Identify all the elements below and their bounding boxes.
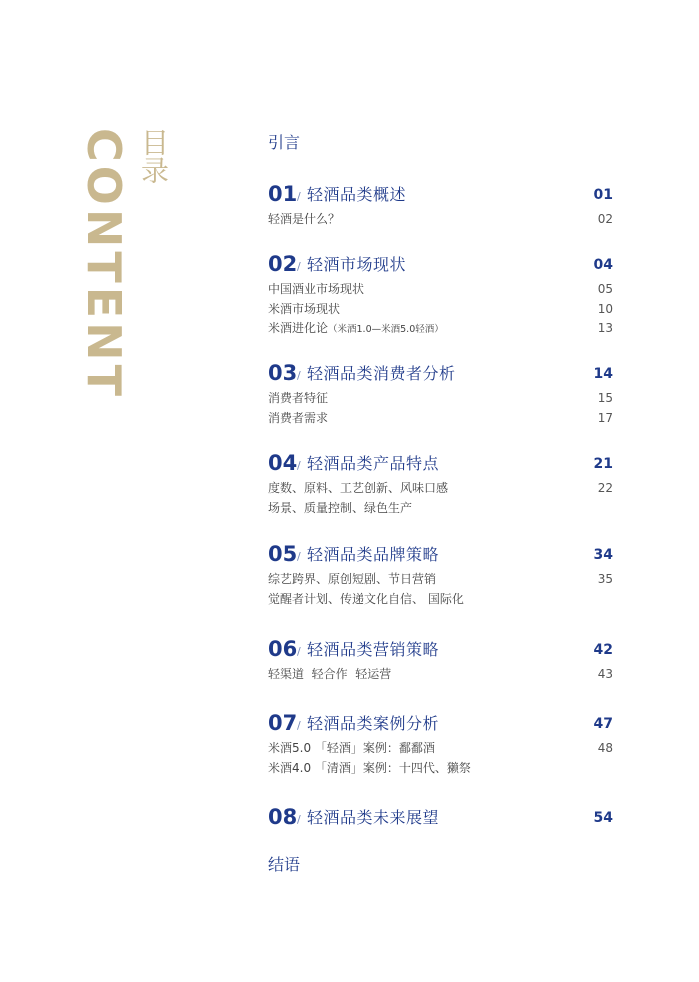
toc-section-06[interactable] bbox=[268, 633, 613, 685]
toc-section-01[interactable] bbox=[268, 178, 613, 230]
section-number: 06 bbox=[268, 637, 298, 661]
toc-item[interactable]: 米酒5.0 「轻酒」案例：鄱鄱酒 48 bbox=[268, 741, 613, 755]
section-number: 05 bbox=[268, 542, 298, 566]
section-title: 轻酒品类消费者分析 bbox=[307, 364, 456, 383]
slash-separator: / bbox=[297, 190, 301, 203]
section-page: 54 bbox=[593, 810, 613, 826]
section-title: 轻酒品类营销策略 bbox=[307, 640, 440, 659]
slash-separator: / bbox=[297, 260, 301, 273]
toc-item[interactable]: 轻酒是什么？ 02 bbox=[268, 212, 613, 226]
section-page: 21 bbox=[593, 456, 613, 472]
section-title: 轻酒市场现状 bbox=[307, 255, 407, 274]
toc-section-08[interactable] bbox=[268, 801, 613, 829]
toc-intro[interactable]: 引言 bbox=[268, 133, 301, 152]
slash-separator: / bbox=[297, 550, 301, 563]
toc-item[interactable]: 米酒市场现状 10 bbox=[268, 301, 613, 316]
toc-outro[interactable]: 结语 bbox=[268, 855, 301, 874]
section-number: 01 bbox=[268, 182, 298, 206]
section-page: 42 bbox=[593, 642, 613, 658]
section-title: 轻酒品类品牌策略 bbox=[307, 545, 440, 564]
toc-item[interactable]: 消费者特征 15 bbox=[268, 391, 613, 405]
slash-separator: / bbox=[297, 719, 301, 732]
toc-item[interactable]: 米酒进化论（米酒1.0—米酒5.0轻酒） 13 bbox=[268, 321, 613, 335]
section-number: 04 bbox=[268, 451, 298, 475]
slash-separator: / bbox=[297, 813, 301, 826]
slash-separator: / bbox=[297, 459, 301, 472]
toc-item[interactable]: 消费者需求 17 bbox=[268, 410, 613, 425]
toc-item[interactable]: 轻渠道 轻合作 轻运营 43 bbox=[268, 667, 613, 681]
section-page: 47 bbox=[593, 716, 613, 732]
section-page: 04 bbox=[593, 257, 613, 273]
toc-section-05[interactable] bbox=[268, 538, 613, 609]
side-title-cn: 目录 bbox=[137, 128, 170, 184]
section-title: 轻酒品类概述 bbox=[307, 185, 407, 204]
toc-item[interactable]: 场景、质量控制、绿色生产 bbox=[268, 500, 413, 515]
section-number: 03 bbox=[268, 361, 298, 385]
toc-item[interactable]: 觉醒者计划、传递文化自信、 国际化 bbox=[268, 591, 464, 606]
section-page: 14 bbox=[593, 366, 613, 382]
section-title: 轻酒品类产品特点 bbox=[307, 454, 440, 473]
toc-section-02[interactable] bbox=[268, 248, 613, 339]
section-page: 01 bbox=[593, 187, 613, 203]
section-title: 轻酒品类未来展望 bbox=[307, 808, 440, 827]
toc-item[interactable]: 中国酒业市场现状 05 bbox=[268, 282, 613, 296]
toc-item[interactable]: 综艺跨界、原创短剧、节日营销 35 bbox=[268, 572, 613, 586]
section-number: 07 bbox=[268, 711, 298, 735]
toc-item[interactable]: 度数、原料、工艺创新、风味口感 22 bbox=[268, 481, 613, 495]
item-note: （米酒1.0—米酒5.0轻酒） bbox=[328, 324, 444, 335]
toc-section-03[interactable] bbox=[268, 357, 613, 428]
toc-section-04[interactable] bbox=[268, 447, 613, 518]
slash-separator: / bbox=[297, 645, 301, 658]
slash-separator: / bbox=[297, 369, 301, 382]
section-page: 34 bbox=[593, 547, 613, 563]
toc-item[interactable]: 米酒4.0 「清酒」案例：十四代、獭祭 bbox=[268, 760, 471, 775]
side-title-en: CONTENT bbox=[77, 128, 131, 401]
toc-section-07[interactable] bbox=[268, 707, 613, 778]
section-number: 02 bbox=[268, 252, 298, 276]
section-title: 轻酒品类案例分析 bbox=[307, 714, 440, 733]
section-number: 08 bbox=[268, 805, 298, 829]
